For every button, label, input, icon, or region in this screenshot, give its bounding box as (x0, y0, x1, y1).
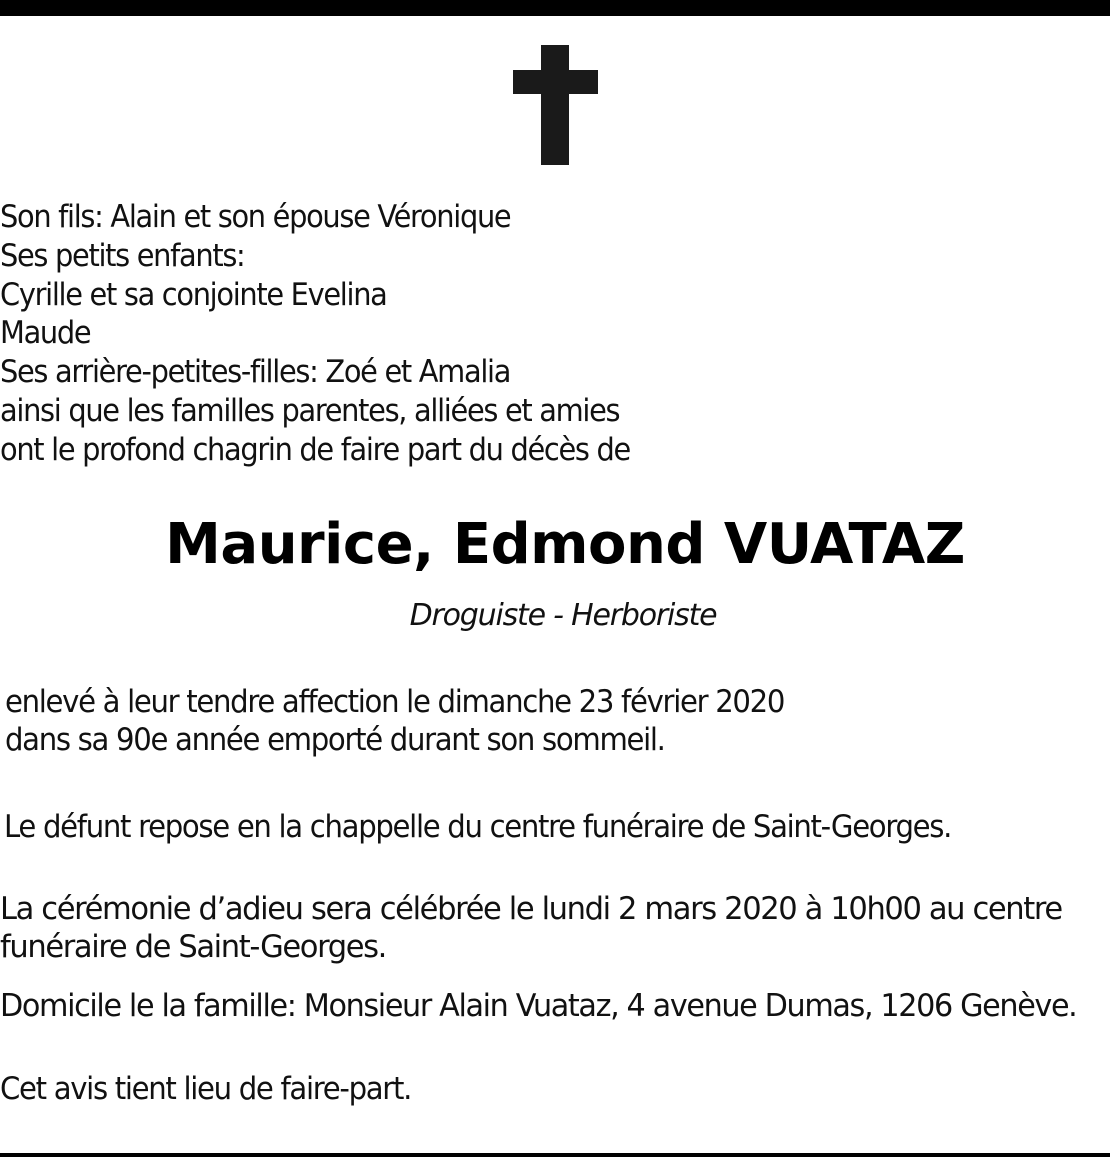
passing-line: dans sa 90e année emporté durant son sommeil. (5, 722, 665, 758)
intro-line: Maude (0, 315, 91, 352)
passing-paragraph (5, 683, 784, 759)
cross-icon (513, 45, 598, 165)
intro-line: ainsi que les familles parentes, alliées et amies (0, 392, 620, 429)
family-announcement (0, 198, 677, 470)
top-rule (0, 0, 1110, 16)
deceased-name: Maurice, Edmond VUATAZ (165, 512, 965, 577)
cross-vertical-bar (541, 45, 569, 165)
intro-line: Ses arrière-petites-filles: Zoé et Amalia (0, 354, 511, 391)
domicile-paragraph: Domicile le la famille: Monsieur Alain Vuataz, 4 avenue Dumas, 1206 Genève. (0, 988, 1077, 1024)
bottom-rule (0, 1153, 1110, 1157)
ceremony-line: funéraire de Saint-Georges. (0, 929, 386, 965)
deceased-profession: Droguiste - Herboriste (409, 598, 717, 633)
cross-horizontal-bar (513, 70, 598, 94)
intro-line: Son fils: Alain et son épouse Véronique (0, 199, 511, 235)
intro-line: Cyrille et sa conjointe Evelina (0, 276, 387, 313)
ceremony-paragraph (0, 890, 1062, 966)
passing-line: enlevé à leur tendre affection le dimanche 23 février 2020 (5, 684, 785, 720)
intro-line: Ses petits enfants: (0, 237, 245, 274)
ceremony-line: La cérémonie d’adieu sera célébrée le lundi 2 mars 2020 à 10h00 au centre (0, 891, 1062, 927)
intro-line: ont le profond chagrin de faire part du décès de (0, 431, 630, 468)
closing-paragraph: Cet avis tient lieu de faire-part. (0, 1071, 412, 1107)
repose-paragraph: Le défunt repose en la chappelle du centre funéraire de Saint-Georges. (4, 809, 952, 845)
